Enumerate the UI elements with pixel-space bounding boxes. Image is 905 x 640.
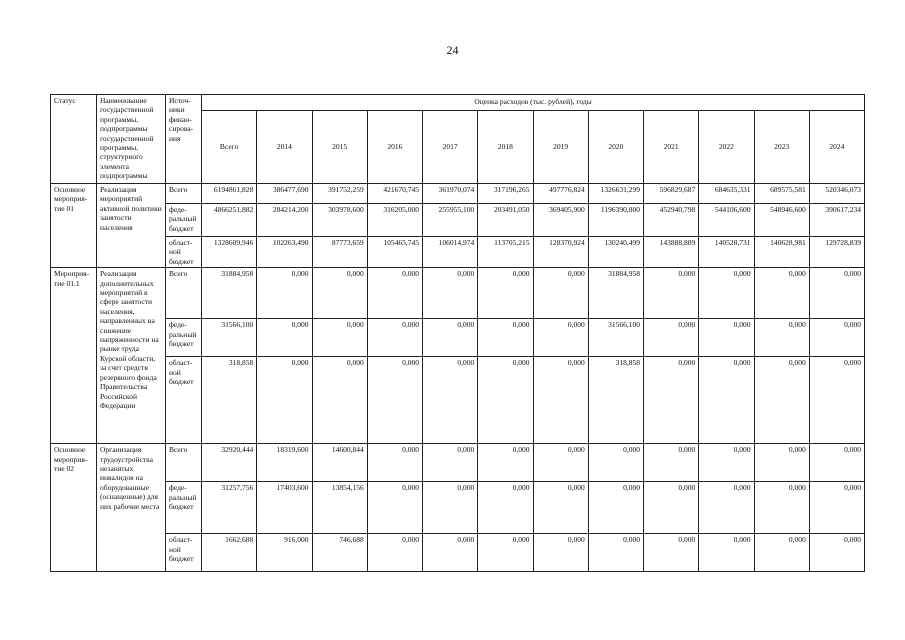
- year-header: 2022: [699, 111, 754, 184]
- value-cell: 0,000: [312, 319, 367, 357]
- value-cell: 0,000: [367, 444, 422, 482]
- value-cell: 0,000: [644, 268, 699, 319]
- source-cell: област-ной бюджет: [166, 357, 202, 444]
- value-cell: 684635,331: [699, 184, 754, 204]
- value-cell: 544106,600: [699, 204, 754, 237]
- status-cell: Основное мероприя-тие 01: [51, 184, 97, 268]
- value-cell: 0,000: [257, 357, 312, 444]
- header-row: [51, 95, 865, 111]
- value-cell: 0,000: [367, 357, 422, 444]
- source-cell: Всего: [166, 268, 202, 319]
- value-cell: 0,000: [257, 268, 312, 319]
- value-cell: 0,000: [644, 482, 699, 534]
- value-cell: 0,000: [809, 482, 864, 534]
- name-cell: Реализация мероприятий активной политики занятости населения: [97, 184, 166, 268]
- value-cell: 0,000: [533, 268, 588, 319]
- value-cell: 497776,824: [533, 184, 588, 204]
- value-cell: 0,000: [423, 534, 478, 572]
- value-cell: 0,000: [699, 482, 754, 534]
- value-cell: 284214,200: [257, 204, 312, 237]
- value-cell: 369405,900: [533, 204, 588, 237]
- value-cell: 31257,756: [202, 482, 257, 534]
- value-cell: 0,000: [312, 357, 367, 444]
- header-name: Наименование государственной программы, подпрограммы государственной программы, структурного элемента подпрограммы: [97, 95, 166, 184]
- value-cell: 4866251,882: [202, 204, 257, 237]
- value-cell: 0,000: [644, 534, 699, 572]
- source-cell: феде-ральный бюджет: [166, 319, 202, 357]
- value-cell: 361970,074: [423, 184, 478, 204]
- header-source: Источ-ники финан-сирова-ния: [166, 95, 202, 184]
- status-cell: Основное мероприя-тие 02: [51, 444, 97, 572]
- value-cell: 31884,958: [588, 268, 643, 319]
- year-header: 2023: [754, 111, 809, 184]
- year-header: 2014: [257, 111, 312, 184]
- budget-row: [51, 184, 865, 204]
- value-cell: 128370,924: [533, 237, 588, 268]
- value-cell: 31884,958: [202, 268, 257, 319]
- value-cell: 0,000: [809, 319, 864, 357]
- page-number: 24: [446, 43, 459, 57]
- value-cell: 0,000: [644, 444, 699, 482]
- year-header: 2016: [367, 111, 422, 184]
- value-cell: 520346,073: [809, 184, 864, 204]
- value-cell: 548946,600: [754, 204, 809, 237]
- value-cell: 0,000: [588, 534, 643, 572]
- value-cell: 255955,100: [423, 204, 478, 237]
- value-cell: 0,000: [588, 482, 643, 534]
- value-cell: 113705,215: [478, 237, 533, 268]
- value-cell: 0,000: [699, 357, 754, 444]
- value-cell: 0,000: [644, 357, 699, 444]
- value-cell: 31566,100: [588, 319, 643, 357]
- value-cell: 0,000: [754, 268, 809, 319]
- value-cell: 0,000: [478, 357, 533, 444]
- value-cell: 0,000: [754, 534, 809, 572]
- value-cell: 203491,050: [478, 204, 533, 237]
- value-cell: 140528,731: [699, 237, 754, 268]
- name-cell: Реализация дополнительных мероприятий в сфере занятости населения, направленных на снижение напряженности на рынке труда Курской области, за счет средств резервного фонда Правительства Российской Федерации: [97, 268, 166, 444]
- value-cell: 386477,690: [257, 184, 312, 204]
- value-cell: 0,000: [312, 268, 367, 319]
- value-cell: 14600,844: [312, 444, 367, 482]
- value-cell: 31566,100: [202, 319, 257, 357]
- value-cell: 0,000: [644, 319, 699, 357]
- year-header: 2015: [312, 111, 367, 184]
- value-cell: 318,858: [588, 357, 643, 444]
- value-cell: 0,000: [754, 319, 809, 357]
- year-header: 2018: [478, 111, 533, 184]
- year-header: 2017: [423, 111, 478, 184]
- value-cell: 318,858: [202, 357, 257, 444]
- value-cell: 0,000: [533, 444, 588, 482]
- value-cell: 102263,490: [257, 237, 312, 268]
- value-cell: 0,000: [478, 268, 533, 319]
- source-cell: област-ной бюджет: [166, 534, 202, 572]
- value-cell: 105465,745: [367, 237, 422, 268]
- year-header: Всего: [202, 111, 257, 184]
- value-cell: 18319,600: [257, 444, 312, 482]
- value-cell: 6194861,828: [202, 184, 257, 204]
- value-cell: 1326631,299: [588, 184, 643, 204]
- status-cell: Мероприя-тие 01.1: [51, 268, 97, 444]
- value-cell: 746,688: [312, 534, 367, 572]
- value-cell: 0,000: [367, 534, 422, 572]
- value-cell: 0,000: [423, 444, 478, 482]
- value-cell: 689575,581: [754, 184, 809, 204]
- value-cell: 0,000: [367, 482, 422, 534]
- value-cell: 129728,839: [809, 237, 864, 268]
- value-cell: 0,000: [478, 444, 533, 482]
- value-cell: 303978,600: [312, 204, 367, 237]
- value-cell: 317196,265: [478, 184, 533, 204]
- budget-row: [51, 204, 865, 237]
- year-header: 2019: [533, 111, 588, 184]
- budget-row: [51, 482, 865, 534]
- value-cell: 0,000: [367, 319, 422, 357]
- value-cell: 0,000: [809, 357, 864, 444]
- value-cell: 0,000: [423, 319, 478, 357]
- source-cell: Всего: [166, 444, 202, 482]
- value-cell: 390617,234: [809, 204, 864, 237]
- value-cell: 0,000: [533, 319, 588, 357]
- value-cell: 0,000: [533, 357, 588, 444]
- value-cell: 0,000: [699, 319, 754, 357]
- value-cell: 13854,156: [312, 482, 367, 534]
- value-cell: 452940,798: [644, 204, 699, 237]
- value-cell: 87773,659: [312, 237, 367, 268]
- budget-table: [50, 94, 865, 572]
- source-cell: феде-ральный бюджет: [166, 482, 202, 534]
- year-header: 2021: [644, 111, 699, 184]
- value-cell: 0,000: [533, 482, 588, 534]
- year-header: 2020: [588, 111, 643, 184]
- value-cell: 0,000: [809, 268, 864, 319]
- budget-row: [51, 268, 865, 319]
- budget-row: [51, 319, 865, 357]
- source-cell: Всего: [166, 184, 202, 204]
- value-cell: 0,000: [478, 319, 533, 357]
- value-cell: 0,000: [367, 268, 422, 319]
- value-cell: 916,000: [257, 534, 312, 572]
- value-cell: 0,000: [257, 319, 312, 357]
- value-cell: 0,000: [423, 357, 478, 444]
- value-cell: 0,000: [423, 268, 478, 319]
- value-cell: 0,000: [754, 444, 809, 482]
- value-cell: 0,000: [699, 268, 754, 319]
- value-cell: 32920,444: [202, 444, 257, 482]
- value-cell: 0,000: [423, 482, 478, 534]
- name-cell: Организация трудоустройства незанятых инвалидов на оборудованные (оснащенные) для них рабочие места: [97, 444, 166, 572]
- value-cell: 0,000: [809, 534, 864, 572]
- value-cell: 421670,745: [367, 184, 422, 204]
- header-estimate: Оценка расходов (тыс. рублей), годы: [202, 95, 865, 111]
- value-cell: 140628,981: [754, 237, 809, 268]
- budget-row: [51, 444, 865, 482]
- budget-row: [51, 237, 865, 268]
- value-cell: 596829,687: [644, 184, 699, 204]
- value-cell: 316205,000: [367, 204, 422, 237]
- source-cell: област-ной бюджет: [166, 237, 202, 268]
- year-header: 2024: [809, 111, 864, 184]
- value-cell: 1328609,946: [202, 237, 257, 268]
- value-cell: 0,000: [478, 482, 533, 534]
- value-cell: 0,000: [754, 357, 809, 444]
- value-cell: 0,000: [533, 534, 588, 572]
- value-cell: 106014,974: [423, 237, 478, 268]
- value-cell: 391752,259: [312, 184, 367, 204]
- value-cell: 17403,600: [257, 482, 312, 534]
- value-cell: 130240,499: [588, 237, 643, 268]
- value-cell: 0,000: [478, 534, 533, 572]
- value-cell: 1662,688: [202, 534, 257, 572]
- value-cell: 0,000: [809, 444, 864, 482]
- value-cell: 1196390,800: [588, 204, 643, 237]
- value-cell: 0,000: [699, 444, 754, 482]
- budget-row: [51, 357, 865, 444]
- value-cell: 0,000: [588, 444, 643, 482]
- value-cell: 0,000: [754, 482, 809, 534]
- value-cell: 143888,889: [644, 237, 699, 268]
- budget-row: [51, 534, 865, 572]
- value-cell: 0,000: [699, 534, 754, 572]
- header-status: Статус: [51, 95, 97, 184]
- source-cell: феде-ральный бюджет: [166, 204, 202, 237]
